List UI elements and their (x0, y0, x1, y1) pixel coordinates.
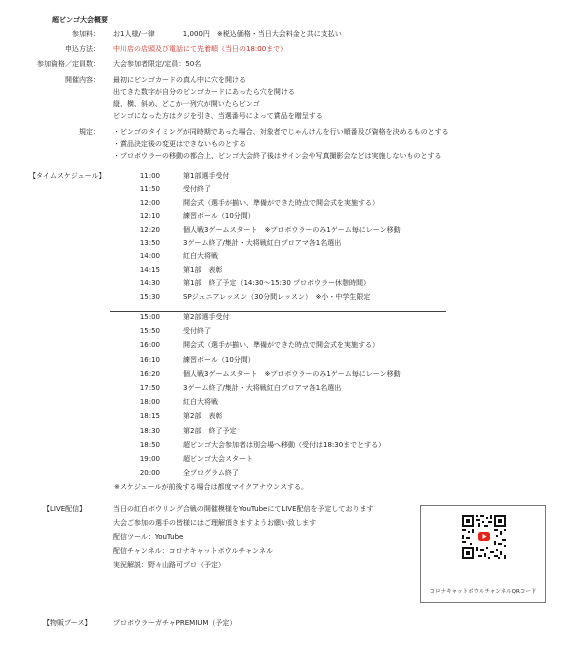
schedule-time: 14:00 (139, 252, 160, 261)
schedule-description: SPジュニアレッスン（30分間レッスン） ※小・中学生限定 (183, 292, 371, 301)
schedule-time: 14:15 (139, 265, 160, 274)
schedule-row (0, 371, 568, 384)
schedule-time: 17:50 (139, 384, 160, 392)
content-label: 開催内容： (65, 76, 100, 84)
schedule-label: 【タイムスケジュール】 (29, 172, 106, 180)
schedule-description: 3ゲーム終了/集計・大将戦紅白プロアマ各1名選出 (183, 239, 342, 247)
qr-caption: コロナキャットボウルチャンネルQRコード (429, 589, 537, 595)
schedule-row (0, 200, 568, 213)
schedule-row (0, 294, 568, 307)
schedule-description: 第1部 表彰 (183, 265, 223, 274)
live-line: 配信ツール：YouTube (113, 533, 184, 541)
schedule-description: 3ゲーム終了/集計・大将戦紅白プロアマ各1名選出 (183, 384, 342, 392)
schedule-time: 19:00 (139, 455, 160, 463)
schedule-time: 15:00 (139, 313, 160, 321)
schedule-description: 受付終了 (183, 327, 211, 336)
schedule-row (0, 413, 568, 426)
schedule-row (0, 280, 568, 293)
schedule-description: 紅白大将戦 (183, 252, 218, 261)
schedule-description: 超ビンゴ大会スタート (183, 455, 253, 463)
schedule-time: 12:20 (139, 225, 160, 234)
schedule-divider (110, 311, 446, 312)
schedule-row (0, 442, 568, 455)
schedule-time: 18:00 (139, 398, 160, 407)
fee-value: お1人様/一律 1,000円 ※税込価格・当日大会料金と共に支払い (113, 30, 342, 38)
schedule-time: 18:50 (139, 440, 160, 449)
booth-label: 【物販ブース】 (43, 619, 92, 627)
schedule-row (0, 470, 568, 483)
content-line: ビンゴになった方はクジを引き、当選番号によって賞品を贈呈する (113, 112, 323, 120)
application-label: 申込方法： (65, 45, 100, 53)
schedule-time: 14:30 (139, 279, 160, 288)
regulation-line: ・賞品決定後の変更はできないものとする (113, 140, 246, 148)
schedule-description: 第2部 終了予定 (183, 426, 237, 435)
schedule-time: 16:20 (139, 369, 160, 378)
schedule-time: 13:50 (139, 239, 160, 247)
schedule-time: 12:10 (139, 212, 160, 221)
schedule-row (0, 253, 568, 266)
schedule-time: 12:00 (139, 198, 160, 207)
schedule-row (0, 240, 568, 253)
live-line: 当日の紅白ボウリング合戦の開催模様をYouTubeにてLIVE配信を予定しております (113, 505, 374, 513)
schedule-row (0, 314, 568, 327)
schedule-time: 15:30 (139, 292, 160, 301)
schedule-time: 11:50 (139, 185, 160, 194)
schedule-description: 超ビンゴ大会参加者は別会場へ移動（受付は18:30までとする） (183, 440, 386, 449)
schedule-note: ※スケジュールが前後する場合は都度マイクアナウンスする。 (114, 483, 308, 491)
schedule-row (0, 227, 568, 240)
schedule-description: 開会式（選手が揃い、準備ができた時点で開会式を実施する） (183, 198, 379, 207)
schedule-row (0, 328, 568, 341)
schedule-row (0, 186, 568, 199)
schedule-description: 受付終了 (183, 185, 211, 194)
schedule-time: 16:10 (139, 355, 160, 364)
schedule-row (0, 399, 568, 412)
schedule-description: 紅白大将戦 (183, 398, 218, 407)
schedule-row (0, 213, 568, 226)
live-label: 【LIVE配信】 (43, 505, 87, 513)
schedule-time: 15:50 (139, 327, 160, 336)
live-line: 大会ご参加の選手の皆様にはご理解頂きますようお願い致します (113, 519, 316, 527)
regulation-line: ・プロボウラーの移動の都合上、ビンゴ大会終了後はサイン会や写真撮影会などは実施しないものとする (113, 152, 442, 160)
schedule-row (0, 456, 568, 469)
schedule-description: 全プログラム終了 (183, 469, 239, 478)
schedule-description: 個人戦3ゲームスタート ※プロボウラーのみ1ゲーム毎にレーン移動 (183, 369, 401, 378)
schedule-row (0, 357, 568, 370)
schedule-time: 16:00 (139, 341, 160, 350)
schedule-row (0, 342, 568, 355)
qr-code-box[interactable] (420, 505, 546, 603)
schedule-row (0, 173, 568, 186)
regulation-line: ・ビンゴのタイミングが同時期であった場合、対象者でじゃんけんを行い順番及び資格を決めるものとする (113, 128, 449, 136)
schedule-row (0, 385, 568, 398)
eligibility-value: 大会参加者限定/定員：50名 (113, 60, 202, 68)
schedule-time: 18:30 (139, 426, 160, 435)
qr-code-image[interactable] (461, 514, 507, 560)
live-line: 配信チャンネル：コロナキャットボウルチャンネル (113, 547, 273, 555)
schedule-description: 第2部選手受付 (183, 313, 230, 321)
content-line: 最初にビンゴカードの真ん中に穴を開ける (113, 76, 246, 84)
schedule-description: 第1部選手受付 (183, 172, 230, 180)
regulations-label: 規定： (79, 128, 100, 136)
schedule-description: 練習ボール（10分間） (183, 355, 255, 364)
schedule-description: 練習ボール（10分間） (183, 212, 255, 221)
document-title: 超ビンゴ大会概要 (52, 16, 108, 24)
eligibility-label: 参加資格／定員数： (37, 60, 100, 68)
live-line: 実況解説：野々山路可プロ（予定） (113, 561, 225, 569)
application-value: 中川店の店頭及び電話にて先着順（当日の18:00まで） (113, 45, 288, 53)
schedule-row (0, 267, 568, 280)
content-line: 縦、横、斜め、どこか一列穴が開いたらビンゴ (113, 100, 260, 108)
schedule-description: 開会式（選手が揃い、準備ができた時点で開会式を実施する） (183, 341, 379, 350)
schedule-row (0, 428, 568, 441)
booth-text: プロボウラーガチャPREMIUM（予定） (113, 619, 237, 627)
content-line: 出てきた数字が自分のビンゴカードにあったら穴を開ける (113, 88, 295, 96)
schedule-time: 18:15 (139, 412, 160, 421)
fee-label: 参加料： (72, 30, 100, 38)
schedule-time: 20:00 (139, 469, 160, 478)
schedule-description: 第1部 終了予定（14:30～15:30 プロボウラー休憩時間） (183, 279, 371, 288)
schedule-description: 第2部 表彰 (183, 412, 223, 421)
schedule-time: 11:00 (139, 172, 160, 180)
schedule-description: 個人戦3ゲームスタート ※プロボウラーのみ1ゲーム毎にレーン移動 (183, 225, 401, 234)
